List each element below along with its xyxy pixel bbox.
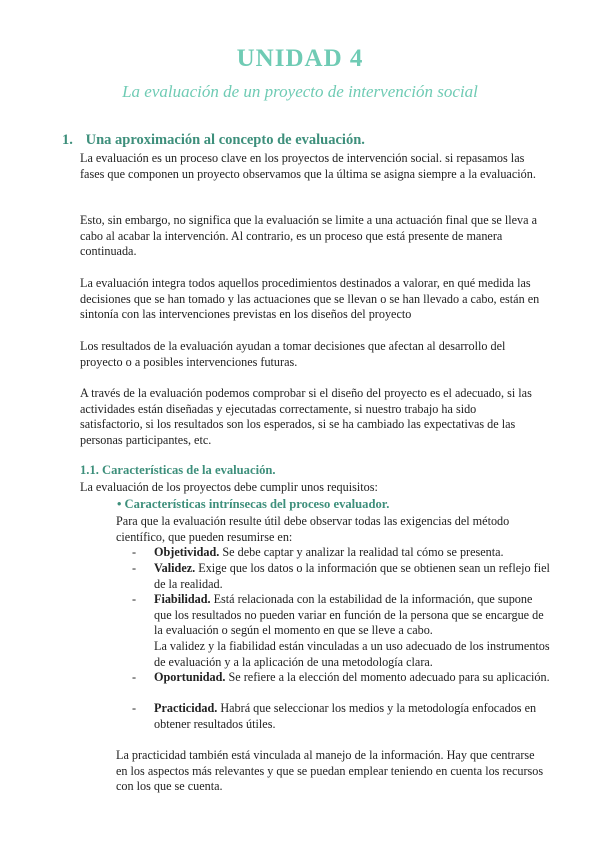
paragraph-4: Los resultados de la evaluación ayudan a tomar decisiones que afectan al desarrollo del proyecto o a posibles intervenciones futuras. — [80, 339, 506, 369]
list-dash: - — [132, 545, 137, 559]
definition-objetividad: Se debe captar y analizar la realidad tal cómo se presenta. — [219, 545, 504, 559]
section-1-title: Una aproximación al concepto de evaluación. — [85, 132, 365, 148]
term-practicidad: Practicidad. — [154, 701, 218, 715]
definition-fiabilidad: Está relacionada con la estabilidad de la información, que supone que los resultados no pueden variar en función de la persona que se encargue de la evaluación o según el momento en que se lleve a cabo. — [154, 592, 544, 638]
definition-oportunidad: Se refiere a la elección del momento adecuado para su aplicación. — [225, 670, 550, 684]
paragraph-1: La evaluación es un proceso clave en los proyectos de intervención social. si repasamos las fases que componen un proyecto observamos que la última se asigna siempre a la evaluación. — [80, 151, 536, 181]
definition-validez: Exige que los datos o la información que se obtienen sean un reflejo fiel de la realidad. — [154, 561, 550, 591]
list-dash: - — [132, 592, 137, 606]
section-1-heading — [62, 132, 365, 149]
list-dash: - — [132, 670, 137, 684]
term-fiabilidad: Fiabilidad. — [154, 592, 211, 606]
section-1-1-heading: 1.1. Características de la evaluación. — [80, 463, 276, 477]
list-dash: - — [132, 701, 137, 715]
term-oportunidad: Oportunidad. — [154, 670, 226, 684]
paragraph-5: A través de la evaluación podemos comprobar si el diseño del proyecto es el adecuado, si las actividades están diseñadas y ejecutadas correctamente, si nuestro trabajo ha sido satisfactorio, si los resultados son los esperados, si se ha cambiado las expectativas de las personas participantes, etc. — [80, 386, 532, 448]
scientific-method-intro: Para que la evaluación resulte útil debe observar todas las exigencias del método científico, que pueden resumirse en: — [116, 514, 510, 544]
term-objetividad: Objetividad. — [154, 545, 220, 559]
fiabilidad-note: La validez y la fiabilidad están vinculadas a un uso adecuado de los instrumentos de evaluación y a la aplicación de una metodología clara. — [154, 639, 550, 669]
closing-paragraph: La practicidad también está vinculada al manejo de la información. Hay que centrarse en los aspectos más relevantes y que se puedan emplear teniendo en cuenta los recursos con los que se cuenta. — [116, 748, 544, 794]
paragraph-2: Esto, sin embargo, no significa que la evaluación se limite a una actuación final que se lleva a cabo al acabar la intervención. Al contrario, es un proceso que está presente de manera continuada. — [80, 213, 537, 259]
requirements-intro: La evaluación de los proyectos debe cumplir unos requisitos: — [80, 480, 378, 494]
unit-title: UNIDAD 4 — [236, 45, 364, 72]
list-dash: - — [132, 561, 137, 575]
section-1-number: 1. — [62, 132, 73, 148]
intrinsic-characteristics-heading: • Características intrínsecas del proceso evaluador. — [117, 497, 390, 511]
definition-practicidad: Habrá que seleccionar los medios y la metodología enfocados en obtener resultados útiles. — [154, 701, 537, 731]
unit-subtitle: La evaluación de un proyecto de intervención social — [122, 82, 478, 101]
paragraph-3: La evaluación integra todos aquellos procedimientos destinados a valorar, en qué medida las decisiones que se han tomado y las actuaciones que se llevan o se han llevado a cabo, están en sintonía con las intervenciones previstas en los diseños del proyecto — [80, 276, 540, 322]
term-validez: Validez. — [154, 561, 196, 575]
